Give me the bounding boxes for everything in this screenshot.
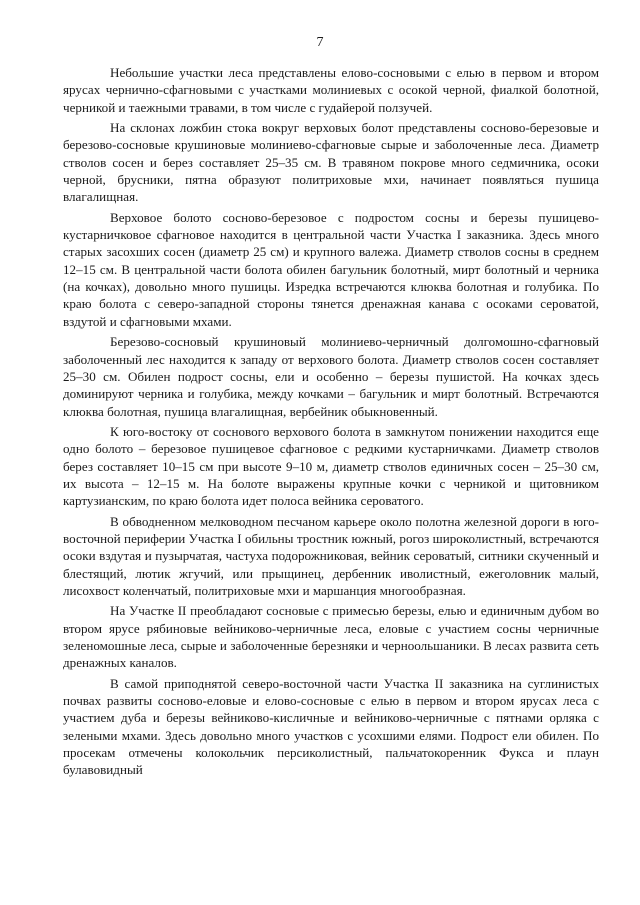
document-body bbox=[63, 64, 599, 782]
paragraph-7: На Участке II преобладают сосновые с примесью березы, елью и единичным дубом во втором ярусе рябиновые вейниково-черничные леса, еловые с участием сосны черничные зеленомошные леса, сырые и заболоченные березняки и черноольшаники. В лесах развита сеть дренажных каналов. bbox=[63, 603, 599, 671]
paragraph-6: В обводненном мелководном песчаном карьере около полотна железной дороги в юго-восточной периферии Участка I обильны тростник южный, рогоз широколистный, встречаются осоки вздутая и пузырчатая, частуха подорожниковая, вейник сероватый, ситники скученный и блестящий, лютик жгучий, или прыщинец, дербенник иволистный, ежеголовник малый, лисохвост коленчатый, политриховые мхи и маршанция многообразная. bbox=[63, 513, 599, 598]
paragraph-5: К юго-востоку от соснового верхового болота в замкнутом понижении находится еще одно болото – березовое пушицевое сфагновое с редкими кустарничками. Диаметр стволов берез составляет 10–15 см при высоте 9–10 м, диаметр стволов единичных сосен – 25–30 см, их высота – 12–15 м. На болоте выражены крупные кочки с черникой и щитовником картузианским, по краю болота идет полоса вейника сероватого. bbox=[63, 423, 599, 509]
paragraph-2: На склонах ложбин стока вокруг верховых болот представлены сосново-березовые и березово-сосновые крушиновые молиниево-сфагновые сырые и заболоченные леса. Диаметр стволов сосен и берез составляет 25–35 см. В травяном покрове много седмичника, осоки черной, брусники, пятна образуют политриховые мхи, начинает появляться пушица влагалищная. bbox=[63, 120, 599, 205]
paragraph-1: Небольшие участки леса представлены елово-сосновыми с елью в первом и втором ярусах чернично-сфагновыми с участками молиниевых с осокой черной, фиалкой болотной, черникой и таежными травами, в том числе с гудайерой ползучей. bbox=[63, 65, 599, 115]
paragraph-8: В самой приподнятой северо-восточной части Участка II заказника на суглинистых почвах развиты сосново-еловые и елово-сосновые с елью в первом и втором ярусах леса с участием дуба и березы вейниково-кисличные и вейниково-черничные с пятнами орляка с зелеными мхами. Здесь довольно много участков с усохшими елями. Подрост ели обилен. По просекам отмечены колокольчик персиколистный, пальчатокоренник Фукса и плаун булавовидный bbox=[63, 675, 599, 778]
page-number: 7 bbox=[316, 35, 324, 50]
paragraph-3: Верховое болото сосново-березовое с подростом сосны и березы пушицево-кустарничковое сфагновое находится в центральной части Участка I заказника. Здесь много старых засохших сосен (диаметр 25 см) и крупного валежа. Диаметр стволов сосны в среднем 12–15 см. В центральной части болота обилен багульник болотный, мирт болотный и черника (на кочках), довольно много пушицы. Изредка встречаются клюква болотная и голубика. По краю болота с северо-западной стороны тянется дренажная канава с осоками сероватой, вздутой и сфагновыми мхами. bbox=[63, 209, 600, 329]
paragraph-4: Березово-сосновый крушиновый молиниево-черничный долгомошно-сфагновый заболоченный лес находится к западу от верхового болота. Диаметр стволов сосен составляет 25–30 см. Обилен подрост сосны, ели и особенно – березы пушистой. На кочках здесь доминируют черника и голубика, между кочками – багульник и мирт болотный. Встречаются клюква болотная, пушица влагалищная, вербейник обыкновенный. bbox=[63, 334, 599, 419]
